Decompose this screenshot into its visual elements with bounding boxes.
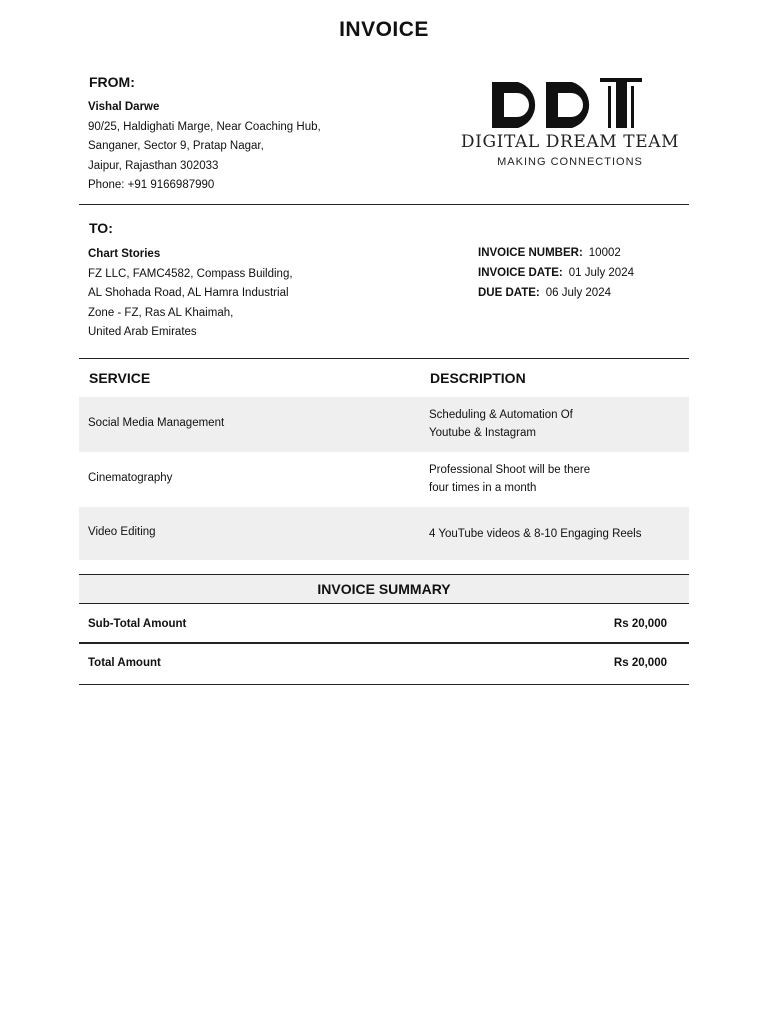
table-row [79, 452, 689, 507]
service-description [429, 461, 590, 497]
to-address-line1: FZ LLC, FAMC4582, Compass Building, [88, 267, 293, 280]
from-address-line2: Sanganer, Sector 9, Pratap Nagar, [88, 140, 264, 153]
logo-company-name: DIGITAL DREAM TEAM [460, 132, 680, 152]
from-heading: FROM: [89, 74, 135, 90]
description-column-header: DESCRIPTION [430, 370, 526, 386]
due-date-value: 06 July 2024 [545, 287, 611, 299]
invoice-number-value: 10002 [588, 247, 621, 259]
service-description-line: Youtube & Instagram [429, 427, 536, 439]
subtotal-value: Rs 20,000 [613, 618, 667, 630]
to-address-line4: United Arab Emirates [88, 326, 197, 339]
table-row [79, 397, 689, 452]
invoice-number-label: INVOICE NUMBER: [478, 247, 583, 259]
to-name: Chart Stories [88, 248, 161, 260]
logo-tagline: MAKING CONNECTIONS [497, 156, 643, 168]
to-address-block [88, 245, 293, 343]
to-address-line2: AL Shohada Road, AL Hamra Industrial [88, 287, 289, 300]
divider [79, 642, 689, 644]
divider [79, 684, 689, 685]
ddt-logo-mark [490, 76, 650, 130]
service-description-line: Scheduling & Automation Of [429, 409, 573, 421]
invoice-number-row [478, 247, 621, 259]
divider [79, 358, 689, 359]
invoice-date-value: 01 July 2024 [568, 267, 634, 279]
from-address-line1: 90/25, Haldighati Marge, Near Coaching Hub, [88, 120, 321, 133]
service-column-header: SERVICE [89, 370, 151, 386]
due-date-row [478, 287, 611, 299]
service-description-line: Professional Shoot will be there [429, 464, 591, 476]
service-description-line: 4 YouTube videos & 8-10 Engaging Reels [429, 528, 642, 540]
service-name: Cinematography [88, 472, 173, 484]
service-name: Video Editing [88, 526, 156, 538]
due-date-label: DUE DATE: [478, 287, 540, 299]
from-address-line3: Jaipur, Rajasthan 302033 [88, 159, 219, 172]
service-name: Social Media Management [88, 417, 225, 429]
invoice-summary-heading: INVOICE SUMMARY [79, 574, 689, 604]
total-value: Rs 20,000 [613, 657, 667, 669]
table-row [79, 507, 689, 560]
invoice-date-row [478, 267, 634, 279]
service-description [429, 525, 641, 543]
divider [79, 204, 689, 205]
subtotal-label: Sub-Total Amount [88, 618, 187, 630]
to-heading: TO: [89, 220, 113, 236]
from-address-block [88, 98, 321, 196]
company-logo [452, 76, 688, 172]
service-description-line: four times in a month [429, 482, 537, 494]
total-label: Total Amount [88, 657, 161, 669]
from-phone: Phone: +91 9166987990 [88, 179, 215, 192]
from-name: Vishal Darwe [88, 101, 160, 113]
invoice-title: INVOICE [339, 18, 429, 41]
invoice-date-label: INVOICE DATE: [478, 267, 563, 279]
to-address-line3: Zone - FZ, Ras AL Khaimah, [88, 306, 234, 319]
service-description [429, 406, 573, 442]
